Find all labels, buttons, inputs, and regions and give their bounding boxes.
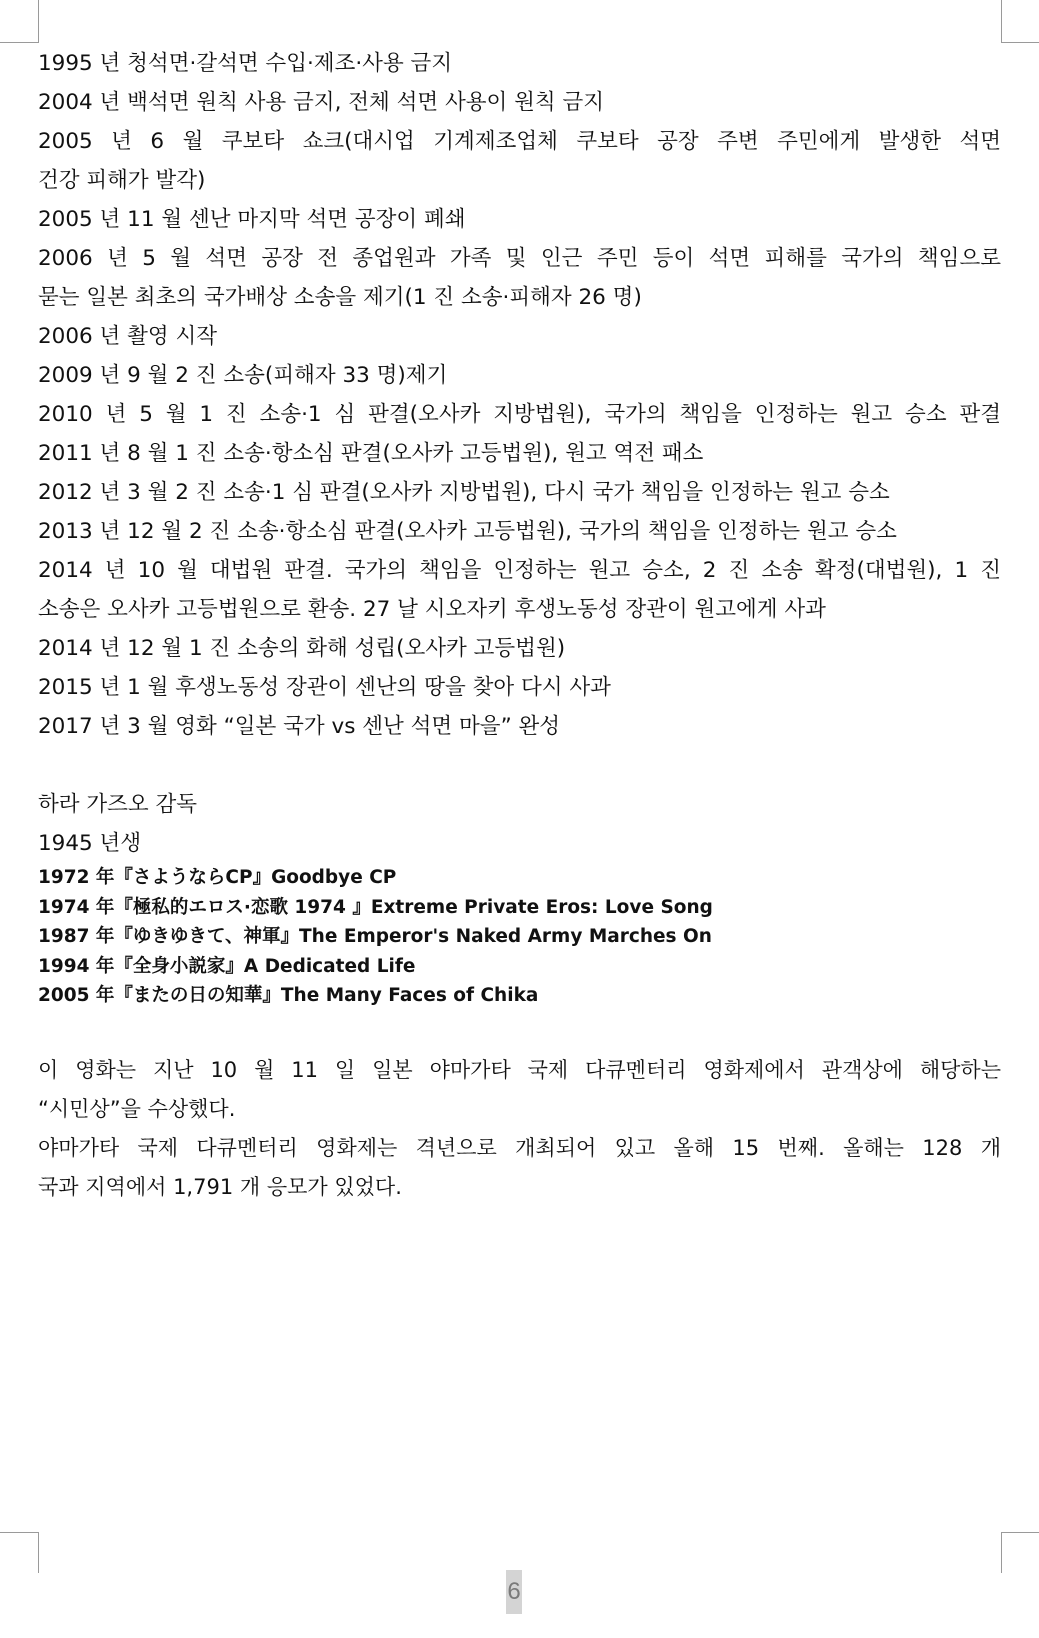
document-page [38,44,1001,1207]
timeline-line: 2013 년 12 월 2 진 소송·항소심 판결(오사카 고등법원), 국가의 책임을 인정하는 원고 승소 [38,519,897,544]
timeline-line: 2010 년 5 월 1 진 소송·1 심 판결(오사카 지방법원), 국가의 책임을 인정하는 원고 승소 판결 [38,402,1001,427]
timeline-line: 2009 년 9 월 2 진 소송(피해자 33 명)제기 [38,363,448,388]
director-heading: 하라 가즈오 감독 [38,792,198,817]
film-item-text: 1994 年『全身小説家』A Dedicated Life [38,955,416,977]
crop-mark-top-right [1001,0,1039,43]
filmography-list [38,863,1001,1011]
film-item [38,893,1001,923]
timeline-line: 2006 년 5 월 석면 공장 전 종업원과 가족 및 인근 주민 등이 석면 피해를 국가의 책임으로 [38,246,1001,271]
director-born: 1945 년생 [38,831,142,856]
timeline-line: 2011 년 8 월 1 진 소송·항소심 판결(오사카 고등법원), 원고 역전 패소 [38,441,704,466]
film-item-text: 1972 年『さようならCP』Goodbye CP [38,867,397,888]
blank-line [38,1011,1001,1051]
timeline-line: 2006 년 촬영 시작 [38,324,218,349]
crop-mark-bottom-left [0,1532,39,1573]
timeline-line: 2005 년 11 월 센난 마지막 석면 공장이 폐쇄 [38,207,466,232]
timeline-line: 2014 년 10 월 대법원 판결. 국가의 책임을 인정하는 원고 승소, 2 진 소송 확정(대법원), 1 진 [38,558,1001,583]
asbestos-timeline [38,44,1001,746]
timeline-line: 2014 년 12 월 1 진 소송의 화해 성립(오사카 고등법원) [38,636,566,661]
film-item [38,952,1001,982]
page-number: 6 [506,1570,522,1614]
film-item [38,922,1001,952]
award-paragraph [38,1051,1001,1207]
timeline-line: 1995 년 청석면·갈석면 수입·제조·사용 금지 [38,51,453,76]
timeline-line: 묻는 일본 최초의 국가배상 소송을 제기(1 진 소송·피해자 26 명) [38,285,642,310]
crop-mark-top-left [0,0,39,43]
paragraph-line: 국과 지역에서 1,791 개 응모가 있었다. [38,1174,402,1199]
paragraph-line: 야마가타 국제 다큐멘터리 영화제는 격년으로 개최되어 있고 올해 15 번째. 올해는 128 개 [38,1135,1001,1160]
paragraph-line: 이 영화는 지난 10 월 11 일 일본 야마가타 국제 다큐멘터리 영화제에서 관객상에 해당하는 [38,1057,1001,1082]
timeline-line: 소송은 오사카 고등법원으로 환송. 27 날 시오자키 후생노동성 장관이 원고에게 사과 [38,597,826,622]
blank-line [38,746,1001,785]
timeline-line: 2015 년 1 월 후생노동성 장관이 센난의 땅을 찾아 다시 사과 [38,675,611,700]
timeline-line: 2004 년 백석면 원칙 사용 금지, 전체 석면 사용이 원칙 금지 [38,90,605,115]
timeline-line: 2005 년 6 월 쿠보타 쇼크(대시업 기계제조업체 쿠보타 공장 주변 주민에게 발생한 석면 [38,129,1001,154]
paragraph-line: “시민상”을 수상했다. [38,1096,236,1121]
film-item-text: 1974 年『極私的エロス·恋歌 1974 』Extreme Private Eros: Love Song [38,896,713,918]
film-item [38,863,1001,893]
timeline-line: 2017 년 3 월 영화 “일본 국가 vs 센난 석면 마을” 완성 [38,714,561,739]
timeline-line: 2012 년 3 월 2 진 소송·1 심 판결(오사카 지방법원), 다시 국가 책임을 인정하는 원고 승소 [38,480,890,505]
film-item-text: 1987 年『ゆきゆきて、神軍』The Emperor's Naked Army Marches On [38,926,712,947]
film-item [38,981,1001,1011]
crop-mark-bottom-right [1001,1532,1039,1573]
film-item-text: 2005 年『またの日の知華』The Many Faces of Chika [38,985,539,1006]
timeline-line: 건강 피해가 발각) [38,168,206,193]
director-section [38,785,1001,1011]
